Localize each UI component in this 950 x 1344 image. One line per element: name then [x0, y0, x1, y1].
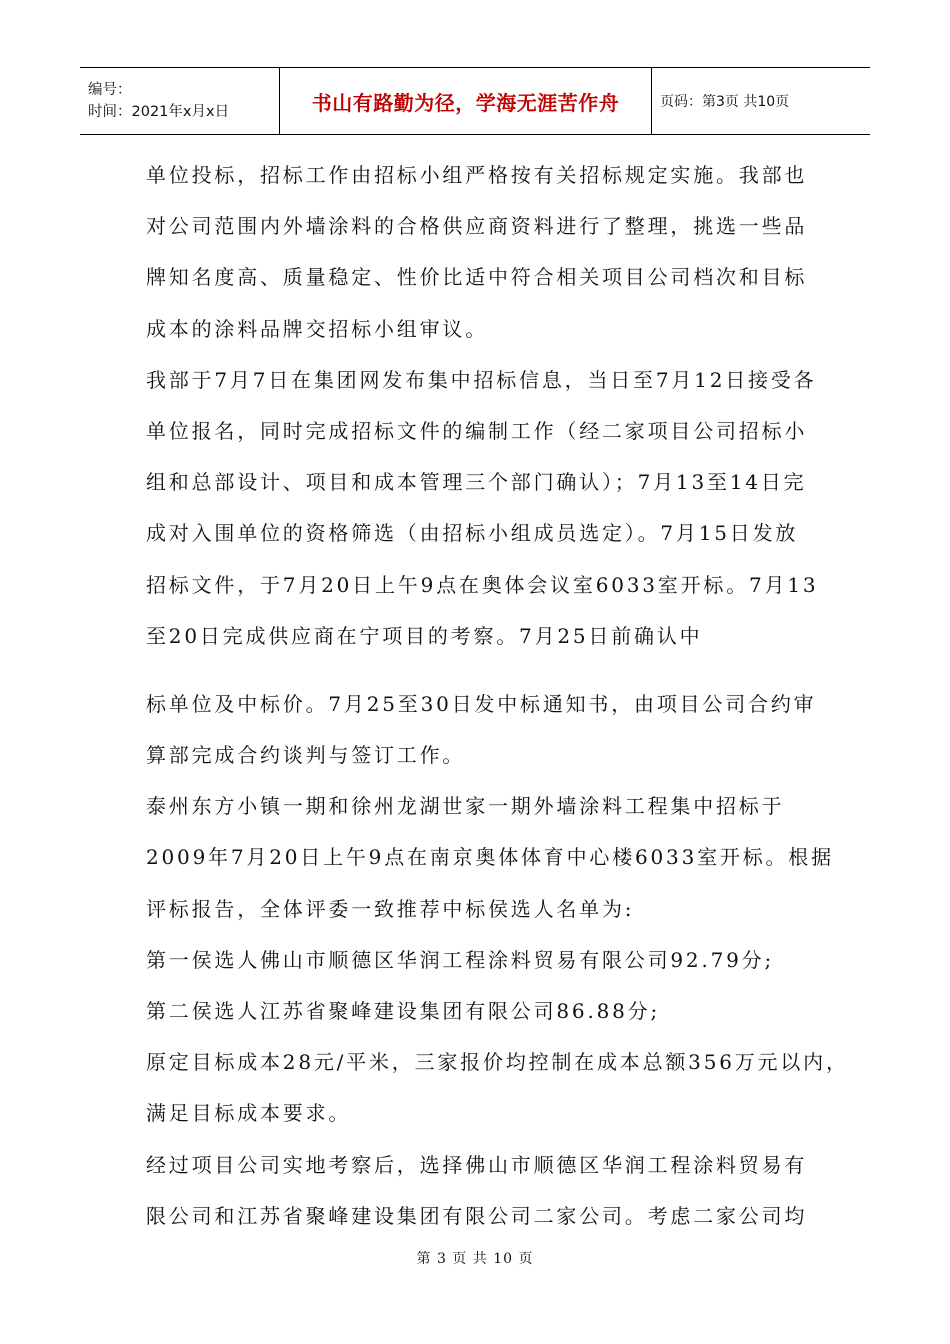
number-label: 编号：	[88, 82, 132, 98]
body-line: 标单位及中标价。7月25至30日发中标通知书，由项目公司合约审	[146, 691, 817, 716]
body-line: 成对入围单位的资格筛选（由招标小组成员选定）。7月15日发放	[146, 521, 799, 546]
body-line: 第一侯选人佛山市顺德区华润工程涂料贸易有限公司92.79分;	[146, 947, 774, 972]
body-line: 满足目标成本要求。	[146, 1101, 352, 1126]
body-line: 经过项目公司实地考察后，选择佛山市顺德区华润工程涂料贸易有	[146, 1152, 808, 1177]
body-line: 单位报名，同时完成招标文件的编制工作（经二家项目公司招标小	[146, 418, 808, 443]
header-motto-cell	[280, 68, 652, 134]
body-line: 评标报告，全体评委一致推荐中标侯选人名单为:	[146, 896, 635, 921]
time-label: 时间：2021年x月x日	[88, 104, 230, 120]
body-line: 成本的涂料品牌交招标小组审议。	[146, 316, 488, 341]
body-line: 对公司范围内外墙涂料的合格供应商资料进行了整理，挑选一些品	[146, 214, 808, 239]
body-line: 我部于7月7日在集团网发布集中招标信息，当日至7月12日接受各	[146, 367, 817, 392]
body-line: 招标文件，于7月20日上午9点在奥体会议室6033室开标。7月13	[146, 572, 819, 597]
body-line: 第二侯选人江苏省聚峰建设集团有限公司86.88分;	[146, 999, 660, 1023]
body-line: 组和总部设计、项目和成本管理三个部门确认）；7月13至14日完	[146, 470, 807, 495]
header-page-cell	[652, 68, 870, 134]
body-line: 泰州东方小镇一期和徐州龙湖世家一期外墙涂料工程集中招标于	[146, 794, 785, 819]
motto-text: 书山有路勤为径，学海无涯苦作舟	[311, 90, 620, 115]
body-line: 2009年7月20日上午9点在南京奥体体育中心楼6033室开标。根据	[146, 845, 834, 870]
paragraph-gap	[146, 662, 826, 679]
document-body	[146, 150, 849, 1242]
page-footer: 第 3 页 共 10 页	[416, 1251, 534, 1267]
header-page-label: 页码：第3页 共10页	[660, 94, 790, 110]
body-line: 原定目标成本28元/平米，三家报价均控制在成本总额356万元以内，	[146, 1050, 849, 1075]
body-line: 算部完成合约谈判与签订工作。	[146, 743, 466, 768]
body-line: 限公司和江苏省聚峰建设集团有限公司二家公司。考虑二家公司均	[146, 1203, 808, 1228]
body-line: 单位投标，招标工作由招标小组严格按有关招标规定实施。我部也	[146, 163, 808, 187]
body-line: 牌知名度高、质量稳定、性价比适中符合相关项目公司档次和目标	[146, 265, 808, 290]
document-header	[80, 67, 870, 135]
body-line: 至20日完成供应商在宁项目的考察。7月25日前确认中	[146, 623, 703, 648]
header-meta-cell	[80, 68, 280, 134]
